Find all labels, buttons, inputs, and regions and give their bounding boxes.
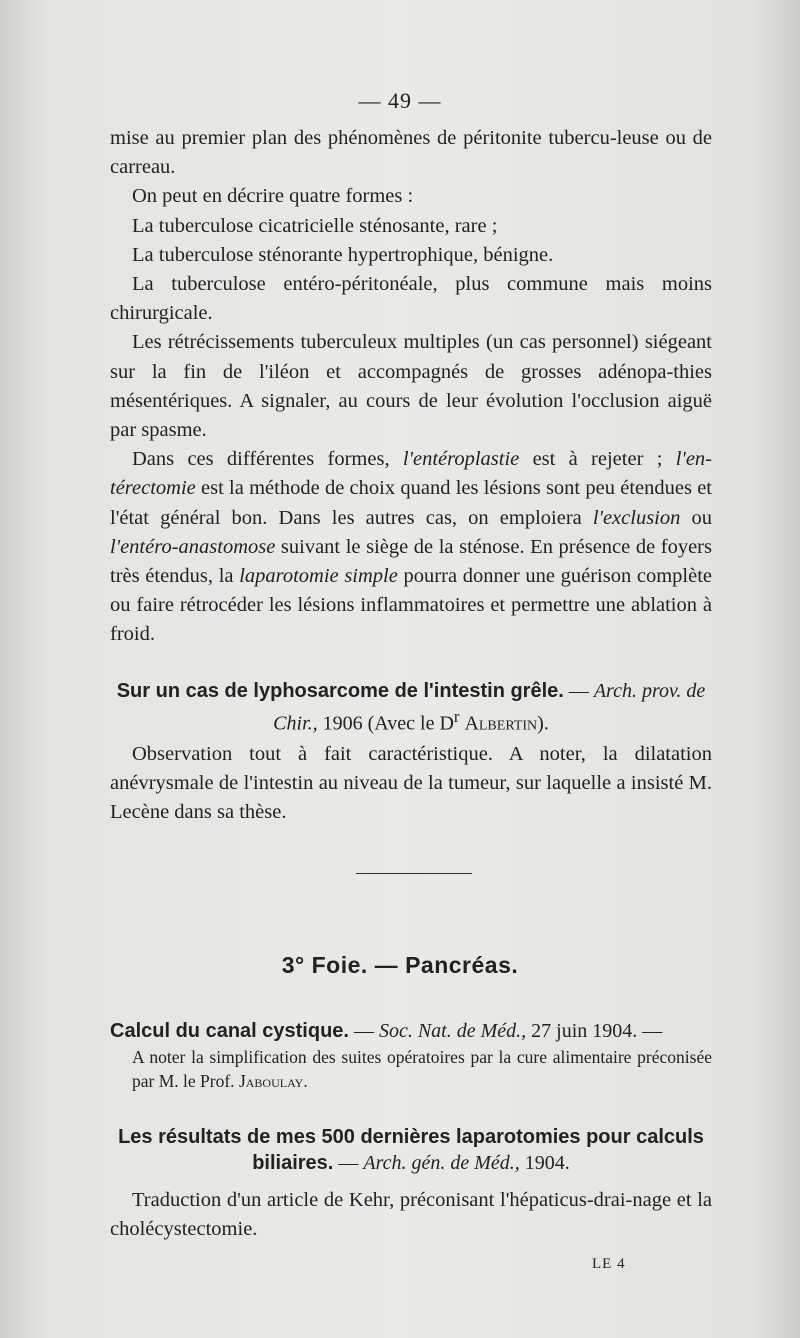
entry-lyphosarcome-body: Observation tout à fait caractéristique. A noter, la dilatation anévrysmale de l'intestin au niveau de la tumeur, sur laquelle a insisté M. Lecène dans sa thèse. xyxy=(110,743,712,823)
entry-title: Sur un cas de lyphosarcome de l'intestin grêle. xyxy=(116,680,564,702)
entry-author: Jaboulay xyxy=(238,1071,304,1091)
entry-author: Albertin xyxy=(464,712,538,735)
signature-mark: LE 4 xyxy=(592,1256,626,1272)
text-line: La tuberculose sténorante hypertrophique, bénigne. xyxy=(132,243,554,266)
entry-source: Arch. prov. de Chir., xyxy=(273,680,706,735)
text-line: La tuberculose entéro-péritonéale, plus commune mais moins chirurgicale. xyxy=(110,273,712,325)
entry-title: Les résultats de mes 500 dernières laparotomies pour calculs biliaires. xyxy=(118,1126,704,1174)
treatment-paragraph: Dans ces différentes formes, l'entéroplastie est à rejeter ; l'en-térectomie est la méthode de choix quand les lésions sont peu étendues et l'état général bon. Dans les autres cas, on emploiera l'exclusion ou l'entéro-anastomose suivant le siège de la sténose. En présence de foyers très étendus, la laparotomie simple pourra donner une guérison complète ou faire rétrocéder les lésions inflammatoires et permettre une ablation à froid. xyxy=(110,448,713,646)
entry-laparotomies-body: Traduction d'un article de Kehr, préconisant l'hépaticus-drai-nage et la cholécystectomie. xyxy=(110,1189,712,1240)
entry-source: Arch. gén. de Méd., xyxy=(363,1152,520,1174)
text-line: La tuberculose cicatricielle sténosante, rare ; xyxy=(132,214,498,237)
section-divider xyxy=(356,873,472,874)
entry-title: Calcul du canal cystique. xyxy=(110,1020,349,1042)
paragraph-tuberculosis xyxy=(110,124,712,650)
page-number: — 49 — xyxy=(358,88,442,113)
text-line: Les rétrécissements tuberculeux multiples (un cas personnel) siégeant sur la fin de l'iléon et accompagnés de grosses adénopa-thies mésentériques. A signaler, au cours de leur évolution l'occlusion aiguë par spasme. xyxy=(110,331,712,442)
entry-lyphosarcome-heading: Sur un cas de lyphosarcome de l'intestin grêle. — Arch. prov. de Chir., 1906 (Avec le $D^r$ Albertin). xyxy=(116,680,706,735)
entry-calcul-heading: Calcul du canal cystique. — Soc. Nat. de Méd., 27 juin 1904. — xyxy=(110,1020,663,1042)
section-heading: 3° Foie. — Pancréas. xyxy=(281,952,519,978)
text-line: On peut en décrire quatre formes : xyxy=(132,185,414,208)
entry-calcul-body: A noter la simplification des suites opératoires par la cure alimentaire préconisée par M. le Prof. Jaboulay. xyxy=(132,1047,712,1091)
text-line: mise au premier plan des phénomènes de péritonite tubercu-leuse ou de carreau. xyxy=(110,127,712,179)
entry-laparotomies-heading: Les résultats de mes 500 dernières laparotomies pour calculs biliaires. — Arch. gén. de Méd., 1904. xyxy=(118,1126,704,1174)
entry-source: Soc. Nat. de Méd., xyxy=(378,1020,527,1042)
